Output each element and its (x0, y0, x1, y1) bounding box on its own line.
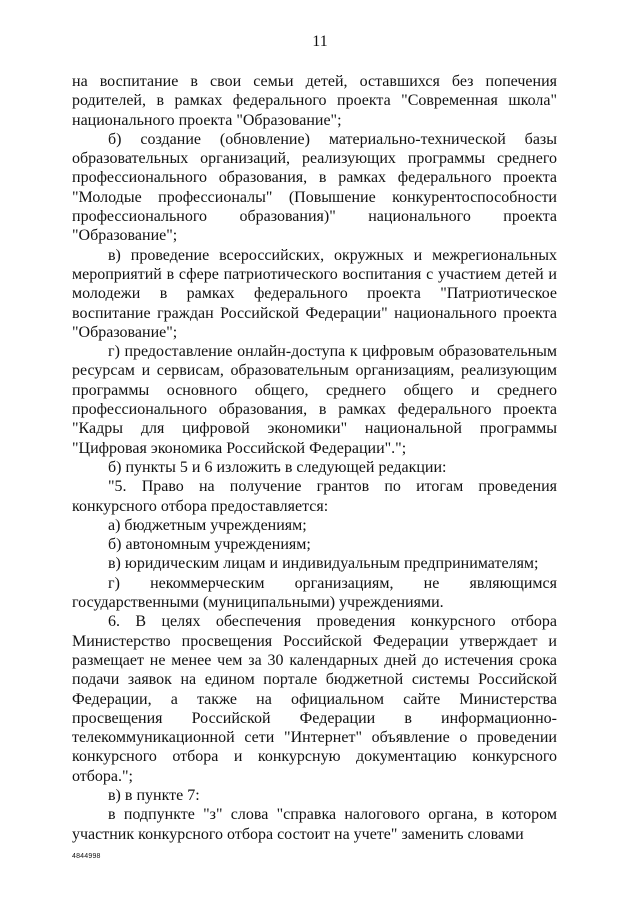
paragraph-item-g-online-access: г) предоставление онлайн-доступа к цифровым образовательным ресурсам и сервисам, образовательным организациям, реализующим программы основного общего, среднего общего и среднего профессионального образования, в рамках федерального проекта "Кадры для цифровой экономики" национальной программы "Цифровая экономика Российской Федерации"."; (72, 343, 557, 457)
document-body (72, 72, 557, 844)
document-id: 4844998 (72, 853, 101, 860)
paragraph-item-b-creation: б) создание (обновление) материально-технической базы образовательных организаций, реализующих программы среднего профессионального образования, в рамках федерального проекта "Молодые профессионалы" (Повышение конкурентоспособности профессионального образования)" национального проекта "Образование"; (72, 130, 557, 245)
paragraph-point-5-v: в) юридическим лицам и индивидуальным предпринимателям; (108, 555, 539, 573)
paragraph-point-5: "5. Право на получение грантов по итогам проведения конкурсного отбора предоставляется: (72, 478, 557, 515)
paragraph-point-6: 6. В целях обеспечения проведения конкурсного отбора Министерство просвещения Российской Федерации утверждает и размещает не менее чем за 30 календарных дней до истечения срока подачи заявок на едином портале бюджетной системы Российской Федерации, а также на официальном сайте Министерства просвещения Российской Федерации в информационно-телекоммуникационной сети "Интернет" объявление о проведении конкурсного отбора и конкурсную документацию конкурсного отбора."; (72, 613, 557, 785)
paragraph-point-5-b: б) автономным учреждениям; (108, 536, 311, 554)
paragraph-amendment-points-5-6: б) пункты 5 и 6 изложить в следующей редакции: (108, 458, 447, 476)
page-number: 11 (312, 33, 328, 50)
paragraph-point-5-g: г) некоммерческим организациям, не являющимся государственными (муниципальными) учреждениями. (72, 574, 557, 612)
paragraph-point-5-a: а) бюджетным учреждениям; (108, 516, 307, 534)
paragraph-subpoint-z: в подпункте "з" слова "справка налогового органа, в котором участник конкурсного отбора состоит на учете" заменить словами (72, 806, 557, 843)
paragraph-continuation: на воспитание в свои семьи детей, оставшихся без попечения родителей, в рамках федерального проекта "Современная школа" национального проекта "Образование"; (72, 73, 557, 129)
paragraph-item-v-events: в) проведение всероссийских, окружных и межрегиональных мероприятий в сфере патриотического воспитания с участием детей и молодежи в рамках федерального проекта "Патриотическое воспитание граждан Российской Федерации" национального проекта "Образование"; (72, 246, 557, 341)
paragraph-amendment-point-7: в) в пункте 7: (108, 786, 200, 804)
